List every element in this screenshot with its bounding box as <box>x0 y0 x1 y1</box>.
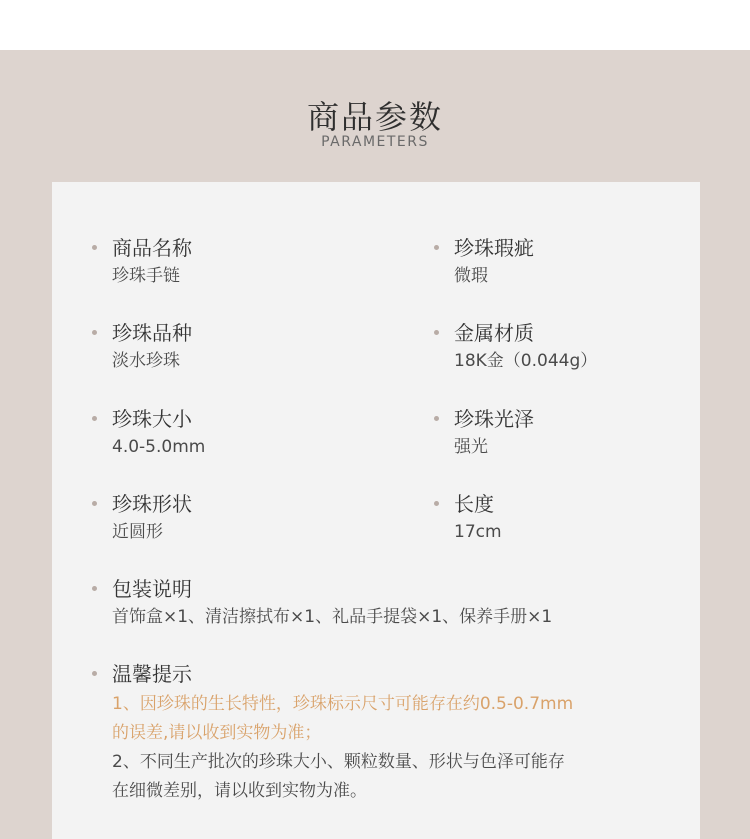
param-value: 淡水珍珠 <box>112 351 180 371</box>
param-value: 18K金（0.044g） <box>454 351 598 371</box>
tip-note-1-line-1: 1、因珍珠的生长特性，珍珠标示尺寸可能存在约0.5-0.7mm <box>112 694 574 714</box>
bullet-dot-icon <box>92 245 97 250</box>
tips-notes <box>112 690 652 806</box>
bullet-dot-icon <box>92 586 97 591</box>
bullet-dot-icon <box>434 501 439 506</box>
param-value: 4.0-5.0mm <box>112 437 206 457</box>
bullet-dot-icon <box>92 671 97 676</box>
packaging-value: 首饰盒×1、清洁擦拭布×1、礼品手提袋×1、保养手册×1 <box>112 607 553 627</box>
bullet-dot-icon <box>92 330 97 335</box>
page-title: 商品参数 <box>306 98 443 136</box>
packaging-label: 包装说明 <box>112 577 192 601</box>
bullet-dot-icon <box>434 245 439 250</box>
param-label: 金属材质 <box>454 321 534 345</box>
page-subtitle: PARAMETERS <box>321 134 429 150</box>
param-value: 珍珠手链 <box>112 266 180 286</box>
tips-label: 温馨提示 <box>112 662 192 686</box>
bullet-dot-icon <box>434 330 439 335</box>
param-label: 珍珠品种 <box>112 321 192 345</box>
param-label: 珍珠大小 <box>112 407 192 431</box>
param-value: 强光 <box>454 437 488 457</box>
param-label: 珍珠瑕疵 <box>454 236 534 260</box>
tip-note-1-line-2: 的误差,请以收到实物为准； <box>112 723 322 743</box>
top-strip <box>0 0 750 50</box>
param-label: 商品名称 <box>112 236 192 260</box>
bullet-dot-icon <box>92 501 97 506</box>
param-value: 近圆形 <box>112 522 163 542</box>
bullet-dot-icon <box>92 416 97 421</box>
param-value: 17cm <box>454 522 502 542</box>
param-value: 微瑕 <box>454 266 488 286</box>
param-label: 珍珠形状 <box>112 492 192 516</box>
param-label: 珍珠光泽 <box>454 407 534 431</box>
param-label: 长度 <box>454 492 494 516</box>
parameters-card <box>52 182 700 839</box>
tip-note-2-line-2: 在细微差别，请以收到实物为准。 <box>112 781 367 801</box>
tip-note-2-line-1: 2、不同生产批次的珍珠大小、颗粒数量、形状与色泽可能存 <box>112 752 565 772</box>
bullet-dot-icon <box>434 416 439 421</box>
